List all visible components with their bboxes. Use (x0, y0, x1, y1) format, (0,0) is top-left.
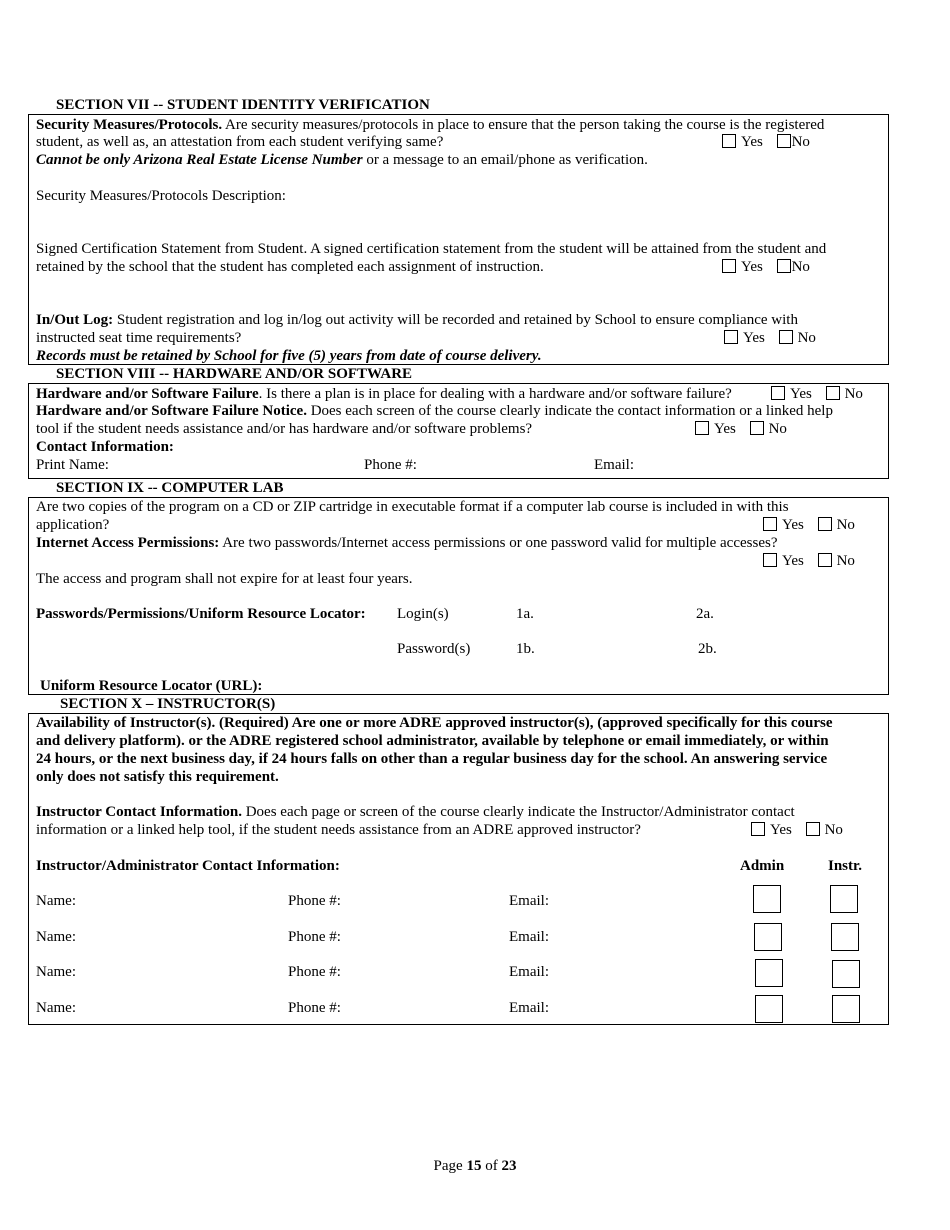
internet-yes-no: Yes No (763, 552, 855, 570)
instructor-contact-yes-no: Yes No (751, 821, 843, 839)
hw-failure-yes-checkbox[interactable] (771, 386, 785, 400)
section-viii-heading: SECTION VIII -- HARDWARE AND/OR SOFTWARE (56, 366, 413, 382)
passwords-col-label: Password(s) (397, 641, 471, 657)
inout-no-checkbox[interactable] (779, 330, 793, 344)
contact-row-1-email: Email: (509, 893, 549, 909)
security-description-label: Security Measures/Protocols Description: (36, 188, 286, 204)
contact-row-1-phone: Phone #: (288, 893, 341, 909)
section-ix-box (28, 497, 889, 695)
lab-copies-text: Are two copies of the program on a CD or ZIP cartridge in executable format if a computer lab course is included in with this (36, 499, 789, 515)
inout-yes-no: Yes No (724, 329, 816, 347)
hw-notice-text: Hardware and/or Software Failure Notice. Does each screen of the course clearly indicate the contact information or a linked help (36, 403, 833, 419)
security-measures-text-2: student, as well as, an attestation from each student verifying same? (36, 134, 444, 150)
contact-row-3-name: Name: (36, 964, 76, 980)
lab-copies-no-checkbox[interactable] (818, 517, 832, 531)
lab-copies-yes-checkbox[interactable] (763, 517, 777, 531)
login-1a-label: 1a. (516, 606, 534, 622)
security-yes-no: Yes No (722, 133, 810, 151)
contact-row-2-instr-checkbox[interactable] (831, 923, 859, 951)
availability-line-4: only does not satisfy this requirement. (36, 769, 279, 785)
hw-notice-text-2: tool if the student needs assistance and/or has hardware and/or software problems? (36, 421, 533, 437)
hw-notice-no-checkbox[interactable] (750, 421, 764, 435)
contact-row-1-admin-checkbox[interactable] (753, 885, 781, 913)
instructor-contact-no-checkbox[interactable] (806, 822, 820, 836)
instructor-contact-yes-checkbox[interactable] (751, 822, 765, 836)
availability-line-3: 24 hours, or the next business day, if 24 hours falls on other than a regular business day for the school. An answering service (36, 751, 828, 767)
internet-yes-checkbox[interactable] (763, 553, 777, 567)
security-note: Cannot be only Arizona Real Estate License Number or a message to an email/phone as verification. (36, 152, 648, 168)
signed-no-checkbox[interactable] (777, 259, 791, 273)
signed-certification-text-2: retained by the school that the student has completed each assignment of instruction. (36, 259, 544, 275)
admin-column-header: Admin (740, 858, 785, 874)
signed-certification-text: Signed Certification Statement from Student. A signed certification statement from the student will be attained from the student and (36, 241, 827, 257)
url-label: Uniform Resource Locator (URL): (40, 678, 263, 694)
password-1b-label: 1b. (516, 641, 535, 657)
expire-text: The access and program shall not expire for at least four years. (36, 571, 413, 587)
inout-log-text-2: instructed seat time requirements? (36, 330, 242, 346)
login-2a-label: 2a. (696, 606, 714, 622)
internet-access-text: Internet Access Permissions: Are two passwords/Internet access permissions or one password valid for multiple accesses? (36, 535, 778, 551)
contact-row-1-name: Name: (36, 893, 76, 909)
security-no-checkbox[interactable] (777, 134, 791, 148)
security-measures-text: Security Measures/Protocols. Are security measures/protocols in place to ensure that the person taking the course is the registered (36, 117, 825, 133)
contact-row-2-email: Email: (509, 929, 549, 945)
instr-column-header: Instr. (828, 858, 863, 874)
logins-label: Login(s) (397, 606, 449, 622)
page-footer: Page 15 of 23 (433, 1158, 517, 1174)
internet-no-checkbox[interactable] (818, 553, 832, 567)
contact-row-2-phone: Phone #: (288, 929, 341, 945)
instructor-contact-text-2: information or a linked help tool, if the student needs assistance from an ADRE approved instructor? (36, 822, 641, 838)
section-ix-heading: SECTION IX -- COMPUTER LAB (56, 480, 284, 496)
hw-notice-yes-checkbox[interactable] (695, 421, 709, 435)
availability-line-1: Availability of Instructor(s). (Required) Are one or more ADRE approved instructor(s), (approved specifically for this course (36, 715, 833, 731)
security-yes-checkbox[interactable] (722, 134, 736, 148)
contact-row-4-instr-checkbox[interactable] (832, 995, 860, 1023)
signed-yes-no: Yes No (722, 258, 810, 276)
contact-row-4-name: Name: (36, 1000, 76, 1016)
contact-row-4-phone: Phone #: (288, 1000, 341, 1016)
records-note: Records must be retained by School for five (5) years from date of course delivery. (36, 348, 542, 364)
passwords-label: Passwords/Permissions/Uniform Resource Locator: (36, 606, 366, 622)
lab-copies-text-2: application? (36, 517, 110, 533)
hw-email-label: Email: (594, 457, 634, 473)
contact-row-3-email: Email: (509, 964, 549, 980)
availability-line-2: and delivery platform). or the ADRE registered school administrator, available by telephone or email immediately, or within (36, 733, 829, 749)
inout-yes-checkbox[interactable] (724, 330, 738, 344)
contact-row-1-instr-checkbox[interactable] (830, 885, 858, 913)
contact-row-3-admin-checkbox[interactable] (755, 959, 783, 987)
hw-notice-yes-no: Yes No (695, 420, 787, 438)
contact-row-3-instr-checkbox[interactable] (832, 960, 860, 988)
contact-row-4-email: Email: (509, 1000, 549, 1016)
password-2b-label: 2b. (698, 641, 717, 657)
section-x-heading: SECTION X – INSTRUCTOR(S) (60, 696, 276, 712)
hw-print-name-label: Print Name: (36, 457, 109, 473)
hw-phone-label: Phone #: (364, 457, 417, 473)
inout-log-text: In/Out Log: Student registration and log in/log out activity will be recorded and retained by School to ensure compliance with (36, 312, 798, 328)
signed-yes-checkbox[interactable] (722, 259, 736, 273)
hw-failure-no-checkbox[interactable] (826, 386, 840, 400)
lab-copies-yes-no: Yes No (763, 516, 855, 534)
section-vii-heading: SECTION VII -- STUDENT IDENTITY VERIFICATION (56, 97, 430, 113)
instructor-contact-text: Instructor Contact Information. Does each page or screen of the course clearly indicate the Instructor/Administrator contact (36, 804, 795, 820)
contact-row-4-admin-checkbox[interactable] (755, 995, 783, 1023)
contact-row-2-admin-checkbox[interactable] (754, 923, 782, 951)
hw-failure-yes-no: Yes No (771, 385, 863, 403)
contact-row-2-name: Name: (36, 929, 76, 945)
contact-row-3-phone: Phone #: (288, 964, 341, 980)
hw-failure-text: Hardware and/or Software Failure. Is there a plan is in place for dealing with a hardware and/or software failure? (36, 386, 732, 402)
admin-contact-label: Instructor/Administrator Contact Information: (36, 858, 340, 874)
hw-contact-label: Contact Information: (36, 439, 174, 455)
